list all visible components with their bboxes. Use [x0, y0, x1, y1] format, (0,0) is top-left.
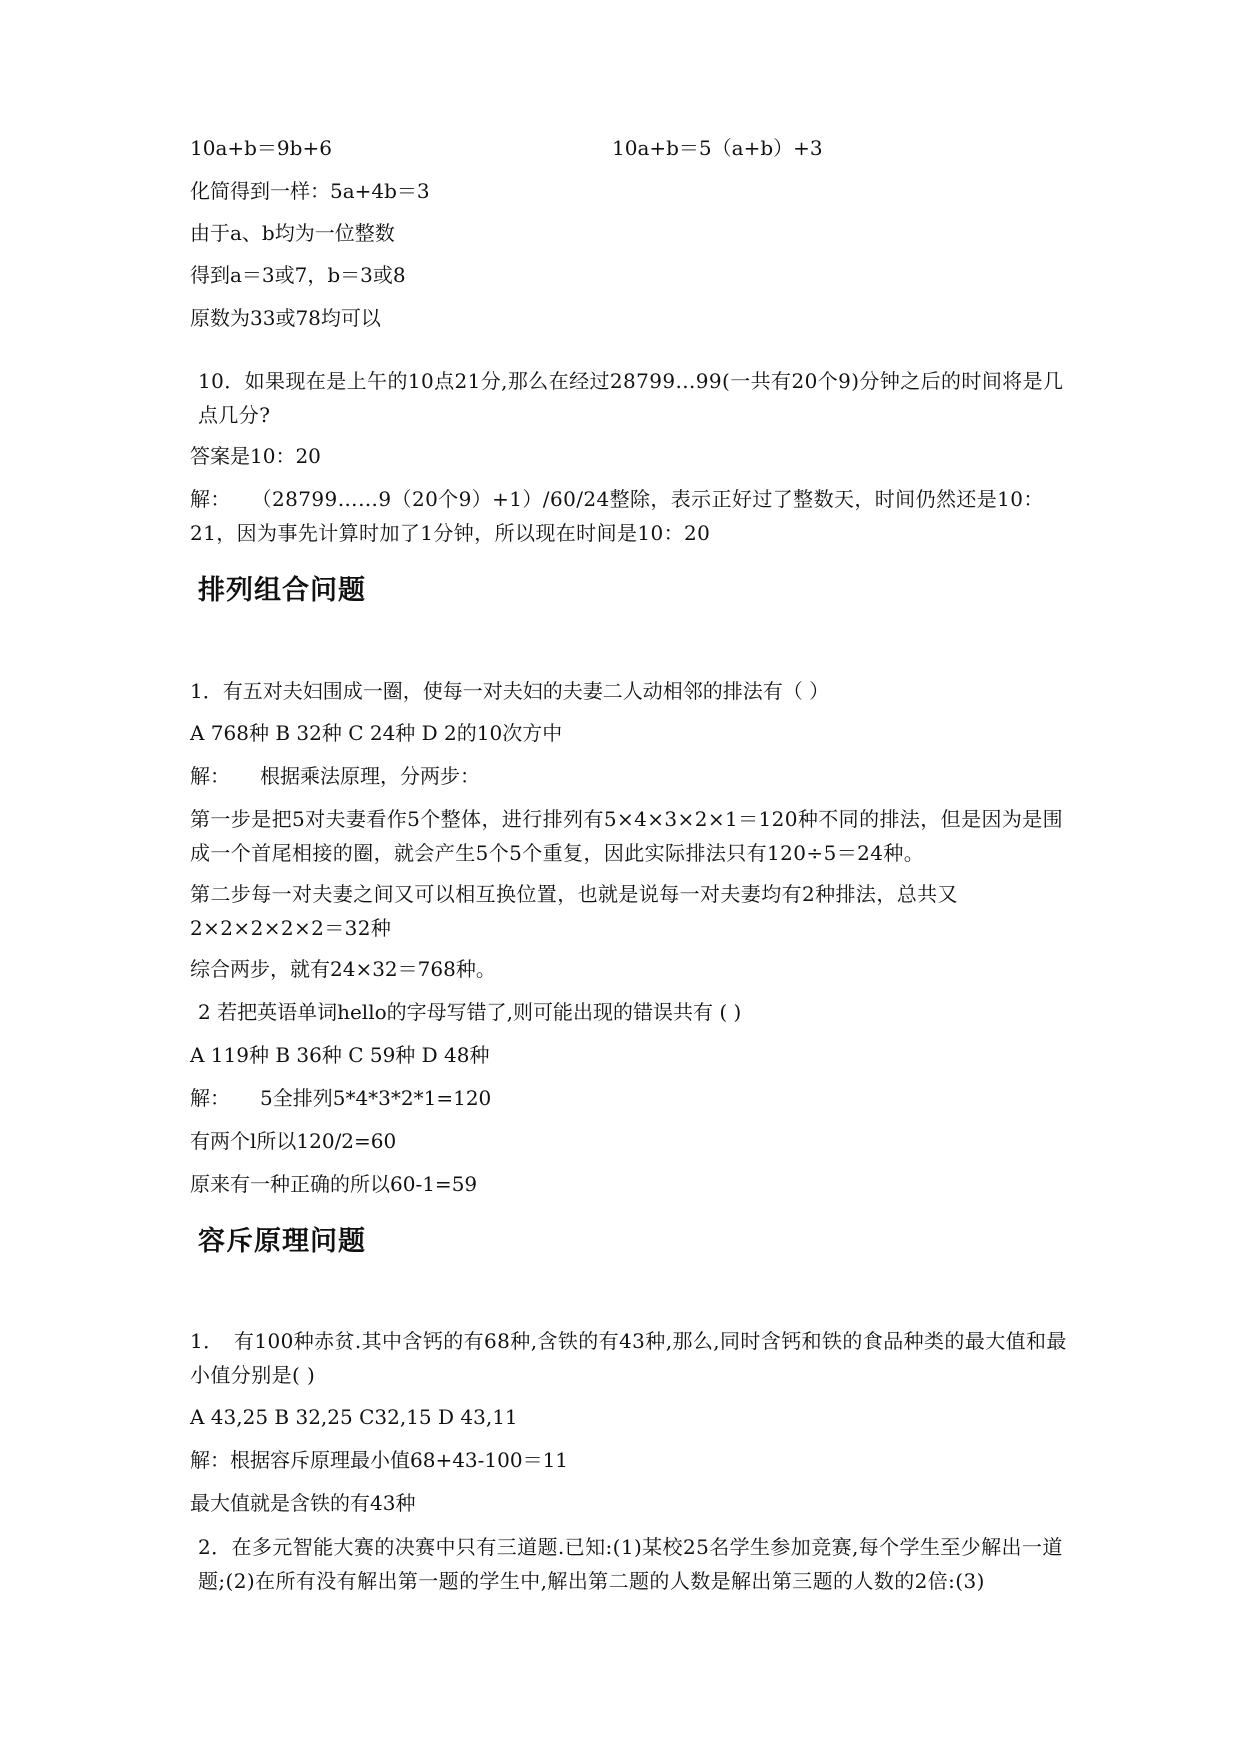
section-title-inclusion-exclusion: 容斥原理问题 [198, 1226, 366, 1257]
original-number-line: 原数为33或78均可以 [190, 306, 381, 330]
incl-question-2: 2．在多元智能大赛的决赛中只有三道题.已知:(1)某校25名学生参加竞赛,每个学生至少解出一道题;(2)在所有没有解出第一题的学生中,解出第二题的人数是解出第三题的人数的2倍:(3) [198, 1535, 1063, 1593]
perm-question-2-options: A 119种 B 36种 C 59种 D 48种 [190, 1043, 490, 1067]
equation-row [190, 131, 1070, 165]
equation-left: 10a+b＝9b+6 [190, 136, 332, 160]
perm-q2-solution-2: 有两个l所以120/2=60 [190, 1129, 397, 1153]
perm-question-1: 1．有五对夫妇围成一圈，使每一对夫妇的夫妻二人动相邻的排法有（ ） [190, 679, 830, 703]
values-line: 得到a＝3或7，b＝3或8 [190, 263, 406, 287]
incl-question-1-options: A 43,25 B 32,25 C32,15 D 43,11 [190, 1405, 518, 1429]
incl-q1-solution-2: 最大值就是含铁的有43种 [190, 1491, 416, 1515]
incl-question-1: 1． 有100种赤贫.其中含钙的有68种,含铁的有43种,那么,同时含钙和铁的食品种类的最大值和最小值分别是( ) [190, 1329, 1067, 1387]
solution-10: 解： （28799……9（20个9）+1）/60/24整除，表示正好过了整数天，时间仍然还是10：21，因为事先计算时加了1分钟，所以现在时间是10：20 [190, 487, 1044, 545]
incl-q1-solution: 解：根据容斥原理最小值68+43-100＝11 [190, 1448, 569, 1472]
simplify-line: 化简得到一样：5a+4b＝3 [190, 179, 430, 203]
answer-10: 答案是10：20 [190, 444, 321, 468]
perm-question-2: 2 若把英语单词hello的字母写错了,则可能出现的错误共有 ( ) [198, 1000, 742, 1024]
perm-question-1-options: A 768种 B 32种 C 24种 D 2的10次方中 [190, 721, 563, 745]
perm-q2-solution-3: 原来有一种正确的所以60-1=59 [190, 1172, 478, 1196]
perm-solution-step-1: 第一步是把5对夫妻看作5个整体，进行排列有5×4×3×2×1＝120种不同的排法，但是因为是围成一个首尾相接的圈，就会产生5个5个重复，因此实际排法只有120÷5＝24种。 [190, 807, 1064, 865]
digits-line: 由于a、b均为一位整数 [190, 221, 395, 245]
perm-solution-intro: 解： 根据乘法原理，分两步： [190, 764, 480, 788]
section-title-permutation: 排列组合问题 [198, 575, 366, 606]
question-10: 10．如果现在是上午的10点21分,那么在经过28799...99(一共有20个9)分钟之后的时间将是几点几分? [198, 369, 1064, 427]
perm-q2-solution: 解： 5全排列5*4*3*2*1=120 [190, 1086, 492, 1110]
perm-solution-step-2: 第二步每一对夫妻之间又可以相互换位置，也就是说每一对夫妻均有2种排法，总共又2×2×2×2×2＝32种 [190, 882, 958, 940]
equation-right: 10a+b＝5（a+b）+3 [612, 136, 823, 160]
perm-solution-total: 综合两步，就有24×32＝768种。 [190, 957, 496, 981]
